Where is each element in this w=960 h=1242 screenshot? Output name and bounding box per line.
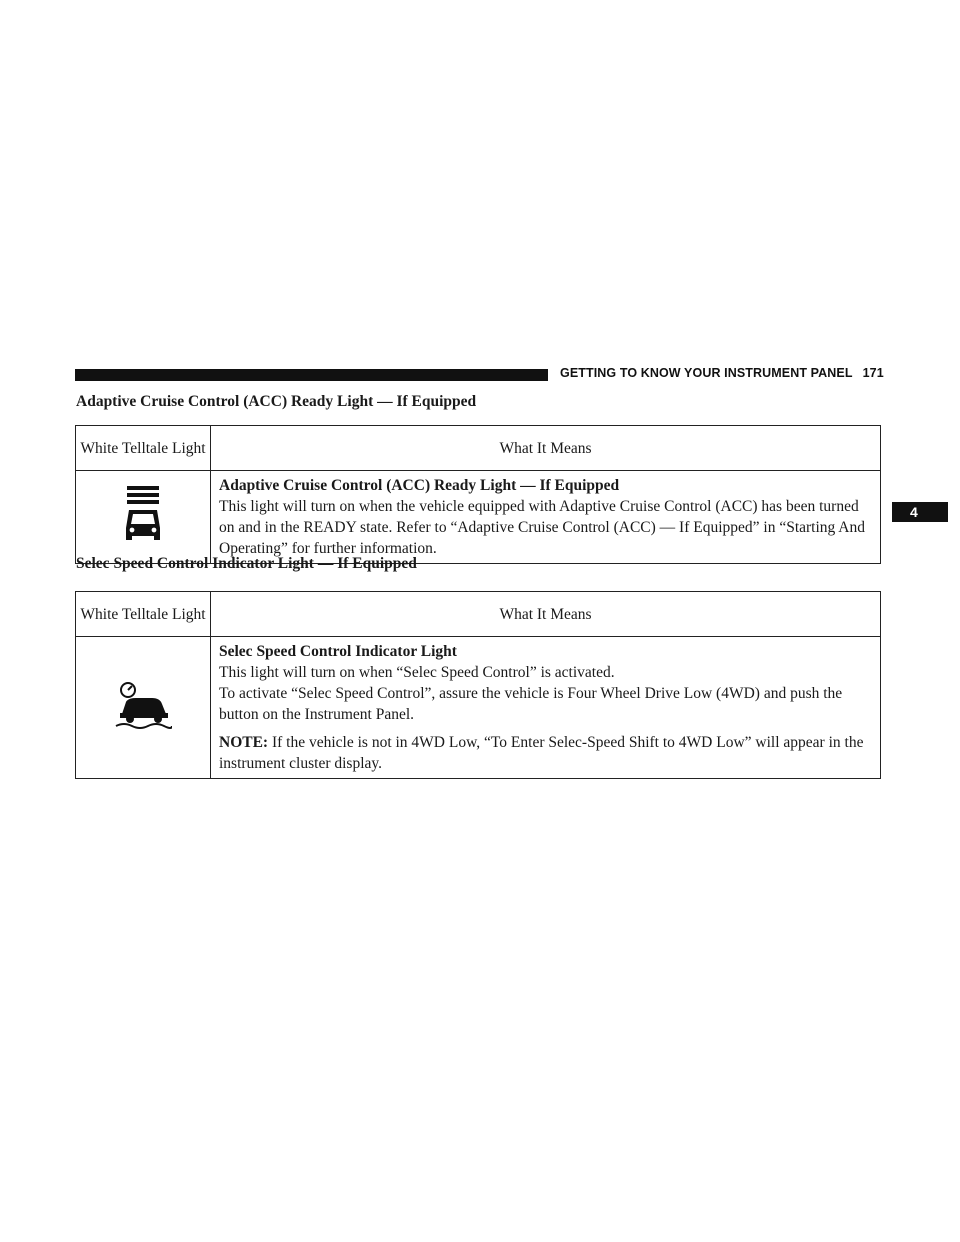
selec-speed-note — [219, 732, 872, 774]
acc-description: This light will turn on when the vehicle equipped with Adaptive Cruise Control (ACC) has been turned on and in the READY state. Refer to “Adaptive Cruise Control (ACC) — If Equipped” in “Starting And Operating” for further information. — [219, 498, 865, 557]
acc-icon-cell — [76, 471, 211, 564]
table-row — [76, 637, 881, 779]
table-header-row — [76, 592, 881, 637]
section-title-acc: Adaptive Cruise Control (ACC) Ready Light — If Equipped — [76, 393, 477, 410]
acc-telltale-table — [75, 425, 881, 564]
col-header-meaning: What It Means — [211, 426, 881, 471]
note-label: NOTE: — [219, 734, 269, 751]
col-header-telltale: White Telltale Light — [76, 592, 211, 637]
acc-ready-icon — [123, 484, 163, 550]
selec-speed-description-cell — [211, 637, 881, 779]
col-header-meaning: What It Means — [211, 592, 881, 637]
note-text: If the vehicle is not in 4WD Low, “To Enter Selec-Speed Shift to 4WD Low” will appear in the instrument cluster display. — [219, 734, 864, 772]
selec-speed-line-1: This light will turn on when “Selec Speed Control” is activated. — [219, 664, 615, 681]
running-header-title: GETTING TO KNOW YOUR INSTRUMENT PANEL — [560, 366, 853, 380]
chapter-tab: 4 — [892, 502, 948, 522]
running-header — [560, 366, 884, 380]
selec-speed-line-2: To activate “Selec Speed Control”, assure the vehicle is Four Wheel Drive Low (4WD) and push the button on the Instrument Panel. — [219, 685, 843, 723]
page-number: 171 — [862, 366, 884, 380]
acc-entry-title: Adaptive Cruise Control (ACC) Ready Light — If Equipped — [219, 477, 620, 494]
section-title-selec-speed: Selec Speed Control Indicator Light — If Equipped — [76, 555, 417, 572]
selec-speed-telltale-table — [75, 591, 881, 779]
table-row — [76, 471, 881, 564]
acc-description-cell — [211, 471, 881, 564]
col-header-telltale: White Telltale Light — [76, 426, 211, 471]
header-rule — [75, 369, 548, 381]
selec-speed-icon — [114, 680, 172, 736]
selec-speed-icon-cell — [76, 637, 211, 779]
selec-speed-entry-title: Selec Speed Control Indicator Light — [219, 643, 457, 660]
table-header-row — [76, 426, 881, 471]
